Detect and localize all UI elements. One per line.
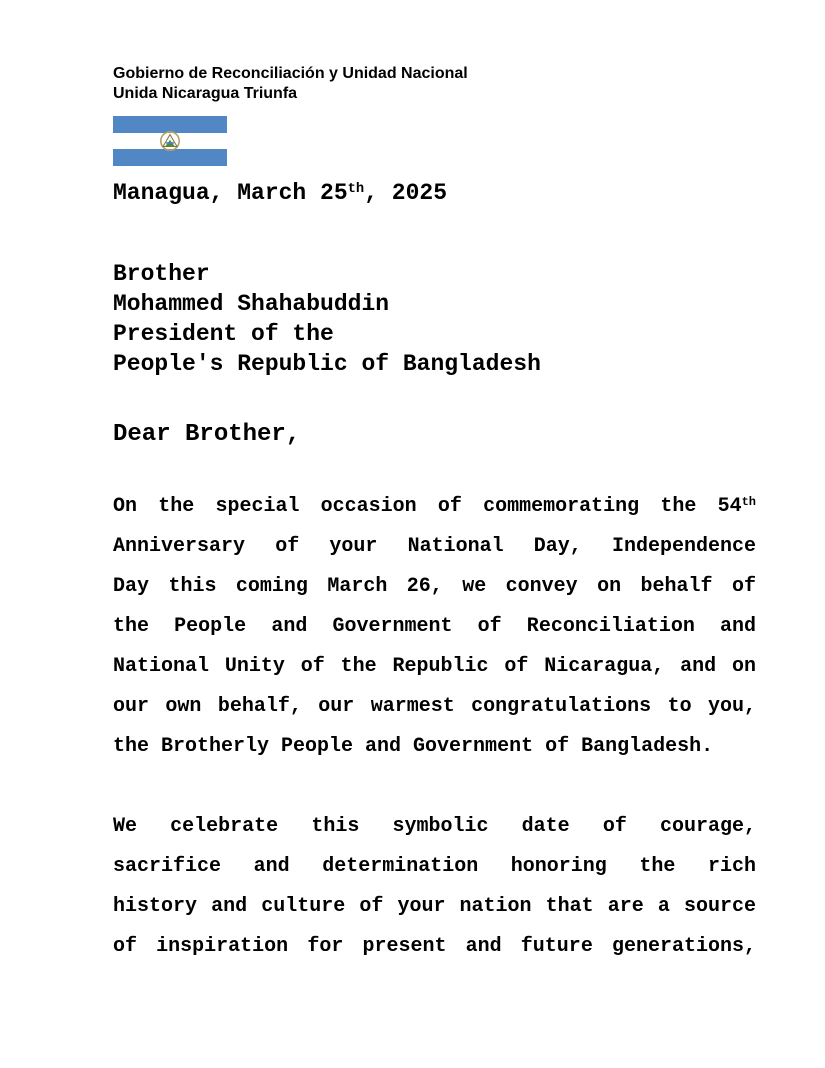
paragraph-line: the Brotherly People and Government of Bangladesh.	[113, 735, 714, 758]
date-ordinal-superscript: th	[347, 182, 365, 198]
date-year-text: , 2025	[364, 180, 448, 206]
paragraph-line	[113, 487, 756, 527]
recipient-line-country: People's Republic of Bangladesh	[113, 351, 541, 377]
salutation: Dear Brother,	[113, 421, 301, 448]
paragraph-text: On the special occasion of commemorating the 54	[113, 495, 742, 518]
paragraph-1	[113, 487, 756, 767]
paragraph-line: history and culture of your nation that are a source	[113, 895, 756, 918]
paragraph-line: our own behalf, our warmest congratulations to you,	[113, 695, 756, 718]
paragraph-line: Anniversary of your National Day, Independence	[113, 535, 756, 558]
paragraph-line: National Unity of the Republic of Nicaragua, and on	[113, 655, 756, 678]
ordinal-superscript: th	[741, 495, 756, 509]
paragraph-line: We celebrate this symbolic date of courage,	[113, 815, 756, 838]
paragraph-line: the People and Government of Reconciliation and	[113, 615, 756, 638]
recipient-line-role: President of the	[113, 321, 334, 347]
paragraph-2	[113, 807, 756, 967]
paragraph-line: sacrifice and determination honoring the rich	[113, 855, 756, 878]
letterhead-line-1: Gobierno de Reconciliación y Unidad Nacional	[113, 65, 468, 82]
recipient-line-title: Brother	[113, 261, 210, 287]
date-line	[113, 178, 447, 212]
recipient-block	[113, 259, 541, 379]
nicaragua-coat-of-arms-icon	[159, 130, 181, 152]
paragraph-line: of inspiration for present and future generations,	[113, 935, 756, 958]
paragraph-line: Day this coming March 26, we convey on behalf of	[113, 575, 756, 598]
nicaragua-flag	[113, 116, 227, 166]
letterhead	[113, 64, 468, 104]
recipient-line-name: Mohammed Shahabuddin	[113, 291, 390, 317]
date-text: Managua, March 25	[113, 180, 348, 206]
letterhead-line-2: Unida Nicaragua Triunfa	[113, 85, 298, 102]
